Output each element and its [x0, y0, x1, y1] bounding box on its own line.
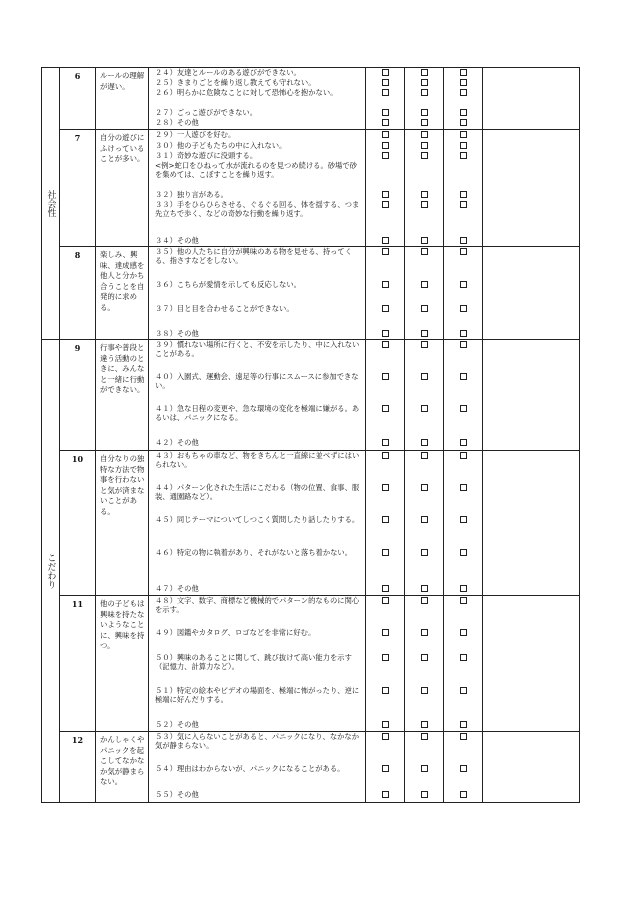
item-list [149, 68, 366, 130]
checkbox[interactable] [460, 201, 467, 208]
checkbox[interactable] [421, 484, 428, 491]
checkbox[interactable] [421, 516, 428, 523]
check-slot [366, 686, 404, 720]
checklist-table [41, 67, 580, 803]
checkbox[interactable] [382, 452, 389, 459]
check-slot [444, 548, 482, 584]
checklist-item: ４１）急な日程の変更や、急な環境の変化を極端に嫌がる。あるいは、パニックになる。 [155, 404, 360, 423]
checkbox[interactable] [382, 152, 389, 159]
check-column-a [366, 451, 405, 596]
check-column-a [366, 596, 405, 732]
check-slot [405, 200, 443, 236]
checkbox[interactable] [421, 248, 428, 255]
checklist-item: ４９）図鑑やカタログ、ロゴなどを非常に好む。 [155, 628, 316, 637]
checkbox[interactable] [421, 119, 428, 126]
checkbox[interactable] [421, 791, 428, 798]
check-slot [405, 68, 443, 78]
check-column-b [405, 130, 444, 247]
checklist-item: ３２）独り言がある。 [155, 190, 228, 199]
check-slot [444, 280, 482, 304]
checkbox[interactable] [382, 721, 389, 728]
check-slot [366, 732, 404, 764]
checkbox[interactable] [421, 629, 428, 636]
group-number: 11 [60, 596, 96, 732]
check-slot [366, 515, 404, 548]
check-slot [444, 151, 482, 161]
check-slot [366, 790, 404, 802]
check-slot [366, 236, 404, 246]
check-slot [366, 548, 404, 584]
check-slot [444, 720, 482, 731]
checkbox[interactable] [460, 484, 467, 491]
item-list [149, 340, 366, 451]
check-slot [444, 628, 482, 653]
checkbox[interactable] [460, 109, 467, 116]
checklist-item [155, 181, 362, 190]
checklist-item: ２９）一人遊びを好む。 [155, 130, 236, 139]
checkbox[interactable] [460, 516, 467, 523]
check-slot [444, 130, 482, 141]
checklist-item: ４７）その他 [155, 584, 199, 593]
checkbox[interactable] [382, 119, 389, 126]
notes-cell[interactable] [483, 68, 580, 130]
checkbox[interactable] [421, 79, 428, 86]
check-slot [405, 764, 443, 790]
check-column-a [366, 732, 405, 803]
check-slot [405, 596, 443, 628]
check-slot [444, 88, 482, 108]
group-number: 12 [60, 732, 96, 803]
checkbox[interactable] [460, 549, 467, 556]
check-column-b [405, 247, 444, 340]
check-slot [405, 340, 443, 372]
check-slot [405, 732, 443, 764]
check-slot [444, 78, 482, 88]
check-slot [366, 68, 404, 78]
checkbox[interactable] [460, 237, 467, 244]
check-slot [444, 340, 482, 372]
checkbox[interactable] [421, 305, 428, 312]
check-slot [366, 280, 404, 304]
checkbox[interactable] [460, 119, 467, 126]
check-slot [366, 130, 404, 141]
checklist-item: <例>蛇口をひねって水が流れるのを見つめ続ける。砂場で砂を集めては、こぼすことを繰り返す。 [155, 161, 357, 180]
group-category: 他の子どもは興味を持たないようなことに、興味を持つ。 [96, 596, 149, 732]
checkbox[interactable] [421, 152, 428, 159]
checkbox[interactable] [460, 721, 467, 728]
check-slot [366, 200, 404, 236]
item-list [149, 247, 366, 340]
check-slot [366, 764, 404, 790]
check-slot [405, 404, 443, 438]
area-cell [42, 340, 60, 803]
check-slot [366, 151, 404, 161]
check-column-b [405, 68, 444, 130]
check-column-c [444, 130, 483, 247]
check-slot [405, 280, 443, 304]
check-column-c [444, 732, 483, 803]
checklist-item: ５５）その他 [155, 790, 199, 799]
checkbox[interactable] [460, 687, 467, 694]
checklist-item: ４３）おもちゃの車など、物をきちんと一直線に並べずにはいられない。 [155, 451, 360, 470]
checkbox[interactable] [460, 585, 467, 592]
checkbox[interactable] [382, 585, 389, 592]
check-slot [444, 596, 482, 628]
checkbox[interactable] [382, 516, 389, 523]
check-column-c [444, 68, 483, 130]
checkbox[interactable] [460, 152, 467, 159]
check-slot [405, 118, 443, 129]
checklist-item: ３６）こちらが愛情を示しても反応しない。 [155, 280, 301, 289]
item-group-row [42, 247, 580, 340]
checkbox[interactable] [460, 765, 467, 772]
checkbox[interactable] [421, 439, 428, 446]
check-slot [444, 161, 482, 181]
area-label: 社会性 [45, 190, 56, 217]
checkbox[interactable] [421, 109, 428, 116]
check-slot [444, 653, 482, 686]
check-column-c [444, 340, 483, 451]
check-column-c [444, 451, 483, 596]
checkbox[interactable] [382, 439, 389, 446]
group-category: 自分の遊びにふけっていることが多い。 [96, 130, 149, 247]
check-slot [405, 372, 443, 404]
checklist-item: ５０）興味のあることに関して、跳び抜けて高い能力を示す（記憶力、計算力など）。 [155, 653, 352, 672]
check-slot [444, 247, 482, 280]
check-slot [444, 438, 482, 450]
check-slot [366, 329, 404, 339]
checkbox[interactable] [421, 201, 428, 208]
check-slot [444, 790, 482, 802]
check-slot [405, 686, 443, 720]
checkbox[interactable] [421, 341, 428, 348]
group-category: ルールの理解が遅い。 [96, 68, 149, 130]
check-slot [366, 78, 404, 88]
checklist-item: ３４）その他 [155, 236, 199, 245]
check-slot [444, 108, 482, 118]
checkbox[interactable] [421, 733, 428, 740]
check-slot [366, 720, 404, 731]
group-number: 9 [60, 340, 96, 451]
check-slot [405, 108, 443, 118]
group-number: 6 [60, 68, 96, 130]
checklist-item: ５１）特定の絵本やビデオの場面を、極端に怖がったり、逆に極端に好んだりする。 [155, 686, 360, 705]
check-slot [366, 88, 404, 108]
checkbox[interactable] [421, 597, 428, 604]
checkbox[interactable] [382, 373, 389, 380]
check-slot [366, 584, 404, 595]
check-slot [444, 764, 482, 790]
checklist-item: ３９）慣れない場所に行くと、不安を示したり、中に入れないことがある。 [155, 340, 360, 359]
check-slot [405, 247, 443, 280]
checkbox[interactable] [421, 142, 428, 149]
checkbox[interactable] [382, 629, 389, 636]
checkbox[interactable] [421, 549, 428, 556]
check-slot [444, 304, 482, 329]
checkbox[interactable] [382, 549, 389, 556]
checklist-item: ４８）文字、数字、商標など機械的でパターン的なものに関心を示す。 [155, 596, 360, 615]
checkbox[interactable] [460, 439, 467, 446]
checkbox[interactable] [460, 452, 467, 459]
item-list [149, 596, 366, 732]
checklist-item: ３５）他の人たちに自分が興味のある物を見せる、持ってくる、指さすなどをしない。 [155, 247, 353, 266]
checklist-item: ４４）パターン化された生活にこだわる（物の位置、食事、服装、通園路など）。 [155, 483, 360, 502]
checkbox[interactable] [460, 131, 467, 138]
check-slot [405, 584, 443, 595]
check-column-a [366, 247, 405, 340]
check-column-b [405, 340, 444, 451]
checkbox[interactable] [421, 373, 428, 380]
checklist-item: ５４）理由はわからないが、パニックになることがある。 [155, 764, 345, 773]
item-group-row [42, 596, 580, 732]
check-slot [366, 653, 404, 686]
check-slot [405, 653, 443, 686]
check-slot [366, 372, 404, 404]
checkbox[interactable] [421, 405, 428, 412]
checkbox[interactable] [460, 629, 467, 636]
check-slot [405, 78, 443, 88]
checkbox[interactable] [460, 281, 467, 288]
checkbox[interactable] [460, 69, 467, 76]
notes-cell[interactable] [483, 247, 580, 340]
check-slot [405, 181, 443, 190]
check-column-c [444, 596, 483, 732]
checkbox[interactable] [421, 191, 428, 198]
checkbox[interactable] [382, 131, 389, 138]
checkbox[interactable] [382, 237, 389, 244]
checkbox[interactable] [382, 654, 389, 661]
checkbox[interactable] [460, 305, 467, 312]
check-slot [366, 108, 404, 118]
checkbox[interactable] [421, 89, 428, 96]
check-slot [444, 686, 482, 720]
check-slot [405, 438, 443, 450]
check-slot [405, 329, 443, 339]
checkbox[interactable] [421, 585, 428, 592]
checkbox[interactable] [460, 248, 467, 255]
check-slot [366, 190, 404, 200]
check-slot [444, 451, 482, 483]
checklist-item: ５３）気に入らないことがあると、パニックになり、なかなか気が静まらない。 [155, 732, 360, 751]
checklist-item: ５２）その他 [155, 720, 199, 729]
checkbox[interactable] [382, 330, 389, 337]
checkbox[interactable] [382, 405, 389, 412]
group-number: 8 [60, 247, 96, 340]
checkbox[interactable] [421, 765, 428, 772]
checklist-item: ３７）目と目を合わせることができない。 [155, 304, 294, 313]
checkbox[interactable] [382, 597, 389, 604]
check-slot [444, 404, 482, 438]
checkbox[interactable] [460, 791, 467, 798]
checkbox[interactable] [421, 452, 428, 459]
checkbox[interactable] [382, 305, 389, 312]
check-slot [405, 130, 443, 141]
checkbox[interactable] [460, 79, 467, 86]
check-slot [444, 372, 482, 404]
checklist-item: ４６）特定の物に執着があり、それがないと落ち着かない。 [155, 548, 353, 557]
checklist-item: ２６）明らかに危険なことに対して恐怖心を抱かない。 [155, 88, 338, 97]
checklist-item: ２５）きまりごとを繰り返し教えても守れない。 [155, 78, 316, 87]
checkbox[interactable] [382, 687, 389, 694]
check-slot [366, 141, 404, 151]
notes-cell[interactable] [483, 340, 580, 451]
check-slot [444, 236, 482, 246]
checkbox[interactable] [460, 89, 467, 96]
checkbox[interactable] [382, 201, 389, 208]
checkbox[interactable] [421, 281, 428, 288]
item-group-row [42, 130, 580, 247]
checkbox[interactable] [460, 330, 467, 337]
checkbox[interactable] [460, 733, 467, 740]
checkbox[interactable] [382, 281, 389, 288]
group-number: 10 [60, 451, 96, 596]
check-slot [366, 118, 404, 129]
checklist-item: ４５）同じテーマについてしつこく質問したり話したりする。 [155, 515, 360, 524]
checkbox[interactable] [382, 341, 389, 348]
check-slot [405, 515, 443, 548]
check-slot [444, 181, 482, 190]
item-group-row [42, 340, 580, 451]
check-slot [444, 515, 482, 548]
group-category: 自分なりの独特な方法で物事を行わないと気が済まないことがある。 [96, 451, 149, 596]
checkbox[interactable] [382, 791, 389, 798]
check-column-b [405, 596, 444, 732]
checkbox[interactable] [421, 721, 428, 728]
group-number: 7 [60, 130, 96, 247]
item-list [149, 732, 366, 803]
check-slot [366, 404, 404, 438]
checkbox[interactable] [460, 191, 467, 198]
check-slot [444, 732, 482, 764]
item-list [149, 451, 366, 596]
checkbox[interactable] [460, 373, 467, 380]
item-list [149, 130, 366, 247]
checklist-item: ３３）手をひらひらさせる、ぐるぐる回る、体を揺する、つま先立ちで歩く、などの奇妙な行動を繰り返す。 [155, 200, 360, 219]
check-column-b [405, 451, 444, 596]
check-slot [366, 161, 404, 181]
checkbox[interactable] [382, 89, 389, 96]
notes-cell[interactable] [483, 596, 580, 732]
check-slot [366, 181, 404, 190]
check-slot [405, 151, 443, 161]
check-slot [405, 88, 443, 108]
check-column-a [366, 130, 405, 247]
check-slot [405, 161, 443, 181]
check-slot [444, 190, 482, 200]
checkbox[interactable] [382, 733, 389, 740]
checkbox[interactable] [460, 405, 467, 412]
check-column-b [405, 732, 444, 803]
check-slot [366, 628, 404, 653]
check-slot [405, 720, 443, 731]
check-slot [444, 483, 482, 515]
check-slot [366, 596, 404, 628]
check-slot [444, 200, 482, 236]
notes-cell[interactable] [483, 732, 580, 803]
checkbox[interactable] [382, 765, 389, 772]
checkbox[interactable] [421, 654, 428, 661]
checkbox[interactable] [421, 131, 428, 138]
checklist-item: ２８）その他 [155, 118, 199, 127]
checkbox[interactable] [460, 654, 467, 661]
check-column-a [366, 68, 405, 130]
check-slot [405, 548, 443, 584]
item-group-row [42, 732, 580, 803]
checkbox[interactable] [382, 248, 389, 255]
checkbox[interactable] [460, 341, 467, 348]
checklist-item: ３１）奇妙な遊びに没頭する。 [155, 151, 258, 160]
check-slot [444, 68, 482, 78]
checkbox[interactable] [382, 109, 389, 116]
check-slot [444, 118, 482, 129]
checklist-item: ２７）ごっこ遊びができない。 [155, 108, 258, 117]
checklist-item: ３８）その他 [155, 329, 199, 338]
check-slot [405, 236, 443, 246]
group-category: 楽しみ、興味、達成感を他人と分かち合うことを自発的に求める。 [96, 247, 149, 340]
check-slot [366, 451, 404, 483]
check-column-a [366, 340, 405, 451]
check-slot [405, 628, 443, 653]
checkbox[interactable] [382, 79, 389, 86]
checkbox[interactable] [421, 69, 428, 76]
checkbox[interactable] [382, 484, 389, 491]
check-slot [366, 340, 404, 372]
area-label: こだわり [45, 553, 56, 589]
area-cell [42, 68, 60, 340]
item-group-row [42, 68, 580, 130]
checklist-item: ２４）友達とルールのある遊びができない。 [155, 68, 301, 77]
checkbox[interactable] [460, 597, 467, 604]
checkbox[interactable] [421, 330, 428, 337]
check-slot [405, 190, 443, 200]
checkbox[interactable] [421, 687, 428, 694]
check-slot [366, 483, 404, 515]
notes-cell[interactable] [483, 130, 580, 247]
check-slot [405, 790, 443, 802]
group-category: かんしゃくやパニックを起こしてなかなか気が静まらない。 [96, 732, 149, 803]
checkbox[interactable] [421, 237, 428, 244]
notes-cell[interactable] [483, 451, 580, 596]
checklist-item: ４２）その他 [155, 438, 199, 447]
check-slot [405, 483, 443, 515]
checkbox[interactable] [382, 142, 389, 149]
check-slot [444, 141, 482, 151]
check-slot [405, 304, 443, 329]
checkbox[interactable] [382, 191, 389, 198]
group-category: 行事や普段と違う活動のときに、みんなと一緒に行動ができない。 [96, 340, 149, 451]
check-slot [405, 141, 443, 151]
checklist-item: ４０）入園式、運動会、遠足等の行事にスムースに参加できない。 [155, 372, 359, 391]
check-slot [444, 584, 482, 595]
check-slot [444, 329, 482, 339]
check-slot [366, 247, 404, 280]
check-slot [366, 438, 404, 450]
check-slot [405, 451, 443, 483]
checklist-item: ３０）他の子どもたちの中に入れない。 [155, 141, 287, 150]
check-slot [366, 304, 404, 329]
item-group-row [42, 451, 580, 596]
checkbox[interactable] [382, 69, 389, 76]
check-column-c [444, 247, 483, 340]
checkbox[interactable] [460, 142, 467, 149]
